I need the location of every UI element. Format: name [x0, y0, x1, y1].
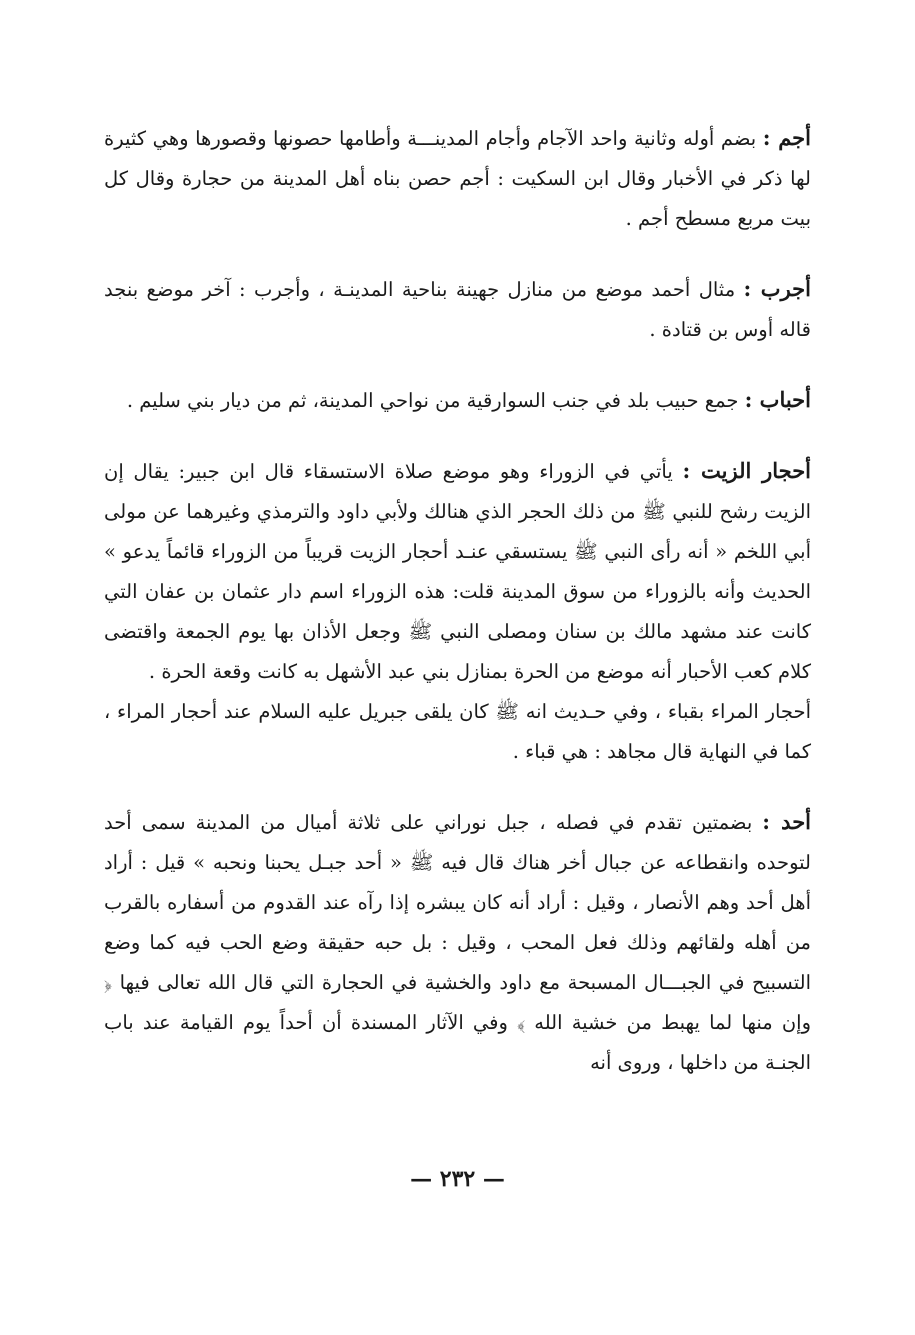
entry-text: [104, 118, 811, 239]
entry-subparagraph: أحجار المراء بقباء ، وفي حـديث انه ﷺ كان يلقى جبريل عليه السلام عند أحجار المراء ، كما في النهاية قال مجاهد : هي قباء .: [104, 700, 811, 763]
entry-text: [104, 802, 811, 1083]
entry-body: بضمتين تقدم في فصله ، جبل نوراني على ثلاثة أميال من المدينة سمى أحد لتوحده وانقطاعه عن جبال أخر هناك قال فيه ﷺ « أحد جبـل يحبنا ونحبه » قيل : أراد أهل أحد وهم الأنصار ، وقيل : أراد أنه كان يبشره إذا رآه عند القدوم من أسفاره بالقرب من أهله ولقائهم وذلك فعل المحب ، وقيل : بل حبه حقيقة وضع الحب فيه كما وضع التسبيح في الجبـــال المسبحة مع داود والخشية في الحجارة التي قال الله تعالى فيها ﴿ وإن منها لما يهبط من خشية الله ﴾ وفي الآثار المسندة أن أحداً يوم القيامة عند باب الجنـة من داخلها ، وروى أنه: [104, 811, 811, 1074]
entry-headword: أجرب :: [743, 276, 811, 301]
entry-ajrab: [104, 269, 811, 350]
entry-body: مثال أحمد موضع من منازل جهينة بناحية المدينـة ، وأجرب : آخر موضع بنجد قاله أوس بن قتادة .: [104, 278, 811, 341]
entry-text: [104, 451, 811, 692]
entry-body: بضم أوله وثانية واحد الآجام وأجام المدينـــة وأطامها حصونها وقصورها وهي كثيرة لها ذكر في الأخبار وقال ابن السكيت : أجم حصن بناه أهل المدينة من حجارة وقال كل بيت مربع مسطح أجم .: [104, 127, 811, 230]
entry-ahjar-al-zayt: [104, 451, 811, 772]
entry-uhud: [104, 802, 811, 1083]
page-number: — ٢٣٢ —: [410, 1166, 505, 1192]
entry-headword: أحجار الزيت :: [682, 458, 812, 483]
entry-headword: أجم :: [762, 125, 811, 150]
entry-ajam: [104, 118, 811, 239]
entry-body: يأتي في الزوراء وهو موضع صلاة الاستسقاء قال ابن جبير: يقال إن الزيت رشح للنبي ﷺ من ذلك الحجر الذي هنالك ولأبي داود والترمذي وغيرهما عن مولى أبي اللخم « أنه رأى النبي ﷺ يستسقي عنـد أحجار الزيت قريباً من الزوراء قائماً يدعو » الحديث وأنه بالزوراء من سوق المدينة قلت: هذه الزوراء اسم دار عثمان بن عفان التي كانت عند مشهد مالك بن سنان ومصلى النبي ﷺ وجعل الأذان بها يوم الجمعة واقتضى كلام كعب الأحبار أنه موضع من الحرة بمنازل بني عبد الأشهل به كانت وقعة الحرة .: [104, 460, 811, 683]
entry-headword: أحد :: [762, 809, 812, 834]
entry-body: جمع حبيب بلد في جنب السوارقية من نواحي المدينة، ثم من ديار بني سليم .: [126, 389, 739, 412]
entry-text: [104, 269, 811, 350]
entry-text: [104, 380, 811, 421]
entry-ahbab: [104, 380, 811, 421]
entry-headword: أحباب :: [744, 387, 811, 412]
